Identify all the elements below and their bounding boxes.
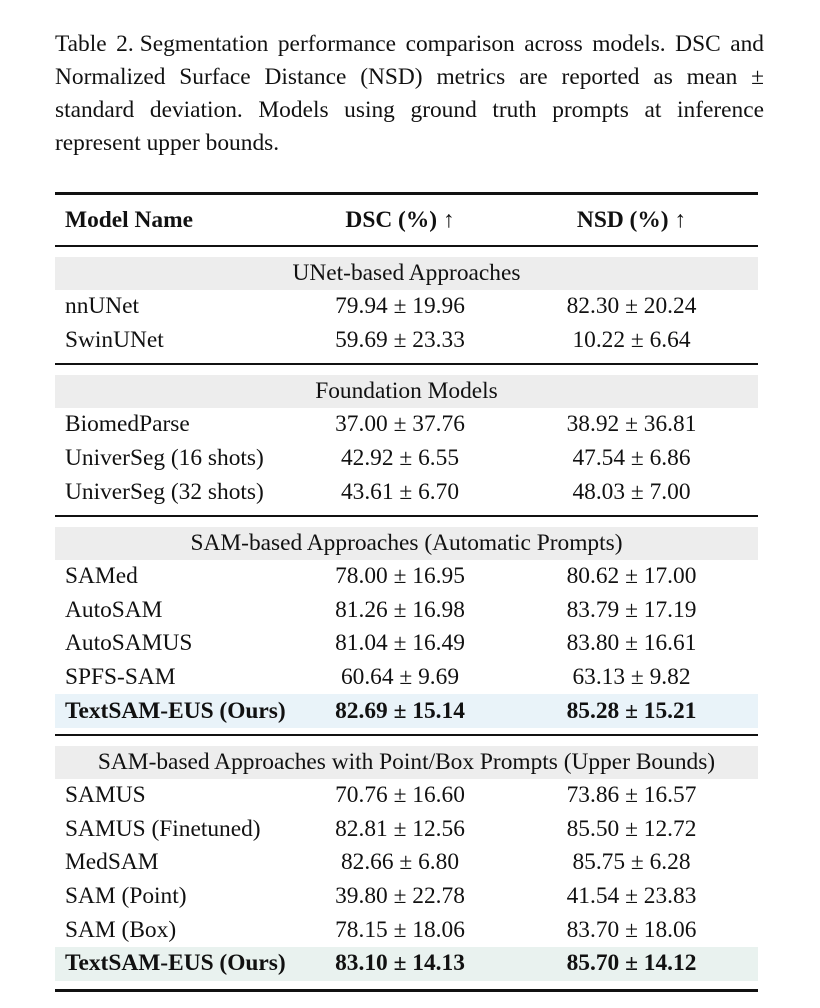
cell-model-name: SPFS-SAM <box>65 664 176 691</box>
header-dsc: DSC (%) ↑ <box>345 206 455 233</box>
cell-nsd: 85.50 ± 12.72 <box>566 815 697 842</box>
cell-nsd: 80.62 ± 17.00 <box>566 563 697 590</box>
cell-nsd: 48.03 ± 7.00 <box>572 478 691 505</box>
cell-model-name: SAMUS (Finetuned) <box>65 815 261 842</box>
table-body <box>55 257 758 981</box>
table-row <box>55 880 758 914</box>
cell-dsc: 78.00 ± 16.95 <box>335 563 465 590</box>
results-table <box>55 192 758 992</box>
table-header <box>55 195 758 245</box>
table-row-ours <box>55 694 758 728</box>
section-heading: SAM-based Approaches (Automatic Prompts) <box>55 527 758 560</box>
section-rule <box>55 734 758 736</box>
cell-dsc: 82.81 ± 12.56 <box>335 815 465 842</box>
cell-model-name: SAMUS <box>65 782 146 809</box>
header-model-name: Model Name <box>65 206 193 233</box>
table-row <box>55 661 758 695</box>
cell-model-name: UniverSeg (32 shots) <box>65 478 264 505</box>
cell-nsd: 85.28 ± 15.21 <box>566 697 697 724</box>
cell-nsd: 83.70 ± 18.06 <box>566 916 697 943</box>
cell-dsc: 83.10 ± 14.13 <box>335 950 465 977</box>
caption-label: Table 2. <box>55 31 134 57</box>
table-row <box>55 846 758 880</box>
bottom-rule <box>55 989 758 992</box>
header-rule <box>55 245 758 247</box>
cell-dsc: 59.69 ± 23.33 <box>335 326 465 353</box>
cell-dsc: 81.26 ± 16.98 <box>335 596 465 623</box>
cell-dsc: 39.80 ± 22.78 <box>335 883 465 910</box>
cell-nsd: 63.13 ± 9.82 <box>572 664 691 691</box>
cell-nsd: 41.54 ± 23.83 <box>566 883 697 910</box>
cell-dsc: 81.04 ± 16.49 <box>335 630 465 657</box>
table-row <box>55 290 758 324</box>
table-row <box>55 560 758 594</box>
cell-nsd: 85.70 ± 14.12 <box>566 950 697 977</box>
section-rule <box>55 363 758 365</box>
table-row <box>55 627 758 661</box>
cell-model-name: SAMed <box>65 563 138 590</box>
section-heading: UNet-based Approaches <box>55 257 758 290</box>
table-caption <box>55 28 764 160</box>
cell-model-name: TextSAM-EUS (Ours) <box>65 697 286 724</box>
cell-nsd: 47.54 ± 6.86 <box>572 445 691 472</box>
cell-nsd: 10.22 ± 6.64 <box>572 326 691 353</box>
table-row <box>55 408 758 442</box>
cell-model-name: SwinUNet <box>65 326 164 353</box>
cell-dsc: 82.66 ± 6.80 <box>340 849 460 876</box>
cell-dsc: 42.92 ± 6.55 <box>340 445 460 472</box>
table-row <box>55 594 758 628</box>
cell-dsc: 78.15 ± 18.06 <box>335 916 465 943</box>
cell-nsd: 82.30 ± 20.24 <box>566 293 697 320</box>
table-row-ours <box>55 947 758 981</box>
cell-model-name: BiomedParse <box>65 411 190 438</box>
cell-dsc: 70.76 ± 16.60 <box>335 782 465 809</box>
table-row <box>55 913 758 947</box>
cell-nsd: 38.92 ± 36.81 <box>566 411 697 438</box>
cell-model-name: SAM (Box) <box>65 916 177 943</box>
cell-model-name: TextSAM-EUS (Ours) <box>65 950 286 977</box>
cell-nsd: 73.86 ± 16.57 <box>566 782 697 809</box>
cell-dsc: 82.69 ± 15.14 <box>335 697 465 724</box>
table-row <box>55 324 758 358</box>
table-row <box>55 442 758 476</box>
cell-nsd: 83.79 ± 17.19 <box>566 596 697 623</box>
cell-model-name: UniverSeg (16 shots) <box>65 445 264 472</box>
caption-text: Segmentation performance comparison across models. DSC and Normalized Surface Distance (NSD) metrics are reported as mean ± standard deviation. Models using ground truth prompts at inference represent upper bounds. <box>55 31 764 156</box>
cell-nsd: 83.80 ± 16.61 <box>566 630 697 657</box>
cell-dsc: 60.64 ± 9.69 <box>340 664 460 691</box>
section-heading: SAM-based Approaches with Point/Box Prompts (Upper Bounds) <box>55 746 758 779</box>
cell-model-name: AutoSAMUS <box>65 630 193 657</box>
cell-nsd: 85.75 ± 6.28 <box>572 849 691 876</box>
cell-model-name: AutoSAM <box>65 596 163 623</box>
cell-dsc: 43.61 ± 6.70 <box>340 478 460 505</box>
cell-model-name: nnUNet <box>65 293 140 320</box>
header-nsd: NSD (%) ↑ <box>576 206 687 233</box>
cell-dsc: 79.94 ± 19.96 <box>335 293 465 320</box>
section-rule <box>55 515 758 517</box>
cell-dsc: 37.00 ± 37.76 <box>335 411 465 438</box>
cell-model-name: MedSAM <box>65 849 159 876</box>
table-row <box>55 475 758 509</box>
section-heading: Foundation Models <box>55 375 758 408</box>
cell-model-name: SAM (Point) <box>65 883 187 910</box>
table-row <box>55 813 758 847</box>
table-row <box>55 779 758 813</box>
